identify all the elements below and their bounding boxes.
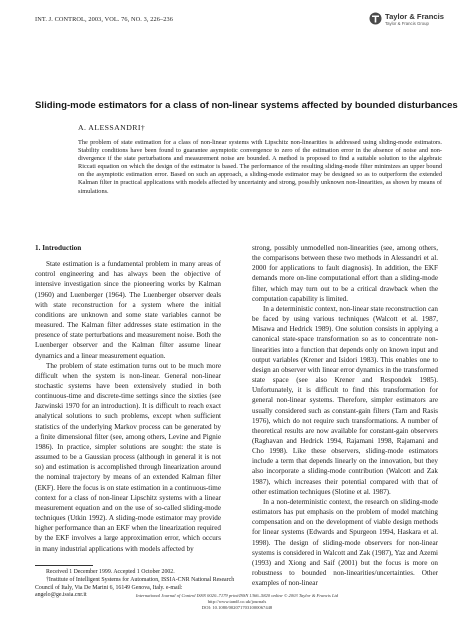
footnote-divider <box>35 565 93 566</box>
imprint-issn: International Journal of Control ISSN 0020–7179 print/ISSN 1366–5820 online © 2003 Taylor & Francis Ltd <box>135 593 339 598</box>
paragraph: The problem of state estimation turns out to be much more difficult when the system is non-linear. General non-linear stochastic systems have been extensively studied in both continuous-time and discrete-time settings since the sixties (see Jazwinski 1970 for an introduction). It is difficult to reach exact analytical solutions to such problems, except when sufficient statistics of the underlying Markov process can be generated by a finite dimensional filter (see, among others, Levine and Pignie 1986). In practice, simpler solutions are sought: the state is assumed to be a Gaussian process (although in general it is not so) and estimation is accomplished through linearization around the nominal trajectory by means of an extended Kalman filter (EKF). Here the focus is on state estimation in a continuous-time context for a class of non-linear Lipschitz systems with a linear measurement equation and on the use of so-called sliding-mode techniques (Utkin 1992). A sliding-mode estimator may provide higher performance than an EKF when the linearization required by the EKF involves a large approximation error, which occurs in many industrial applications with models affected by <box>35 361 221 553</box>
section-heading-introduction: 1. Introduction <box>35 244 82 252</box>
publisher-logo <box>369 11 449 27</box>
article-abstract: The problem of state estimation for a class of non-linear systems with Lipschitz non-linearities is addressed using sliding-mode estimators. Stability conditions have been found to guarantee asymptotic convergence to zero of the estimation error in the absence of noise and non-divergence if the state perturbations and measurement noise are bounded. A method is proposed to find a suitable solution to the algebraic Riccati equation on which the design of the estimator is based. The performance of the resulting sliding-mode filter minimizes an upper bound on the asymptotic estimation error. Based on such an approach, a sliding-mode estimator may be designed so as to outperform the extended Kalman filter in practical applications with models affected by uncertainty and strong, possibly unknown non-linearities, as shown by means of simulations. <box>78 139 442 195</box>
footnote-received: Received 1 December 1999. Accepted 1 October 2002. <box>46 569 175 575</box>
paragraph: State estimation is a fundamental problem in many areas of control engineering and has always been the objective of intensive investigation since the pioneering works by Kalman (1960) and Luenberger (1964). The Luenberger observer deals with state reconstruction for a system where the initial conditions are unknown and some state variables cannot be measured. The Kalman filter addresses state estimation in the presence of state perturbations and measurement noise. Both the Luenberger observer and the Kalman filter assume linear dynamics and a linear measurement equation. <box>35 260 221 360</box>
publisher-subtitle: Taylor & Francis Group <box>385 21 429 26</box>
paragraph: In a non-deterministic context, the research on sliding-mode estimators has put emphasis on the problem of model matching compensation and on the development of viable design methods for linear systems (Edwards and Spurgeon 1994, Haskara et al. 1998). The design of sliding-mode observers for non-linear systems is considered in Walcott and Zak (1987), Yaz and Azemi (1993) and Xiong and Saif (2001) but the focus is more on robustness to bounded non-linearities/uncertainties. Other examples of non-linear <box>252 497 438 588</box>
article-author: A. ALESSANDRI† <box>78 123 146 132</box>
imprint-url: http://www.tandf.co.uk/journals <box>207 599 267 604</box>
publication-imprint <box>0 593 474 611</box>
running-header: INT. J. CONTROL, 2003, VOL. 76, NO. 3, 226–236 <box>35 16 173 23</box>
paragraph: In a deterministic context, non-linear state reconstruction can be faced by using various techniques (Walcott et al. 1987, Misawa and Hedrick 1989). One solution consists in applying a canonical state-space transformation so as to concentrate non-linearities into a function that depends only on known input and output variables (Krener and Isidori 1983). This enables one to design an observer with linear error dynamics in the transformed state space (see also Krener and Respondek 1985). Unfortunately, it is difficult to find this transformation for general non-linear systems. Therefore, simpler estimators are usually considered such as constant-gain filters (Tarn and Rasis 1976), which do not require such transformations. A number of theoretical results are now available for constant-gain observers (Raghavan and Hedrick 1994, Rajamani 1998, Rajamani and Cho 1998). Like these observers, sliding-mode estimators include a term that depends linearly on the innovation, but they also incorporate a sliding-mode contribution (Walcott and Zak 1987), which increases their potential compared with that of other estimation techniques (Slotine et al. 1987). <box>252 304 438 496</box>
paragraph: strong, possibly unmodelled non-linearities (see, among others, the comparisons between these two methods in Alessandri et al. 2000 for applications to fault diagnosis). In addition, the EKF demands more on-line computational effort than a sliding-mode filter, which may turn out to be a critical drawback when the computation capability is limited. <box>252 244 438 303</box>
publisher-emblem-icon <box>369 12 382 25</box>
imprint-doi: DOI: 10.1080/0020717031000067448 <box>201 605 273 610</box>
right-column <box>252 243 438 588</box>
article-title: Sliding-mode estimators for a class of non-linear systems affected by bounded disturbances <box>35 100 458 111</box>
publisher-name: Taylor & Francis <box>385 12 444 21</box>
footnote-affiliation: †Institute of Intelligent Systems for Automation, ISSIA-CNR National Research Council of Italy, Via De Marini 6, 16149 Genova, Italy. e-mail: angelo@ge.issia.cnr.it <box>35 576 235 599</box>
left-column <box>35 243 221 554</box>
